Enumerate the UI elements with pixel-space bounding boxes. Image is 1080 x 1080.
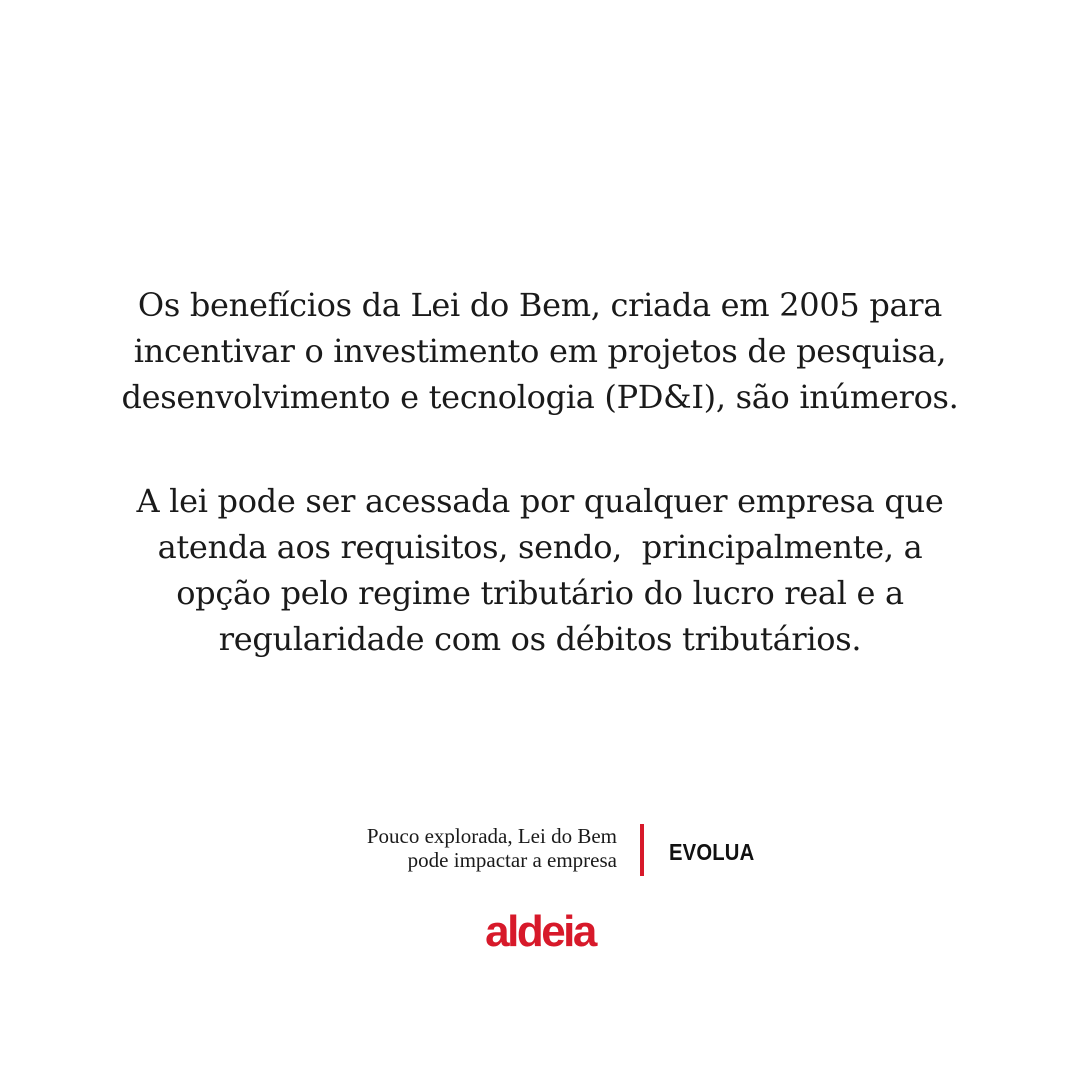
paragraph-line: desenvolvimento e tecnologia (PD&I), são inúmeros.	[121, 378, 959, 416]
aldeia-logo-icon	[478, 906, 602, 952]
paragraph-line: regularidade com os débitos tributários.	[218, 620, 862, 658]
article-caption	[367, 824, 617, 872]
caption-line: Pouco explorada, Lei do Bem	[366, 824, 617, 848]
brand-logo	[0, 906, 1080, 957]
footer-divider	[640, 824, 644, 876]
paragraph-line: Os benefícios da Lei do Bem, criada em 2005 para	[137, 286, 943, 324]
paragraph-line: atenda aos requisitos, sendo, principalmente, a	[157, 528, 923, 566]
paragraph-intro	[60, 282, 1020, 420]
paragraph-requirements	[60, 478, 1020, 662]
paragraph-line: opção pelo regime tributário do lucro real e a	[176, 574, 904, 612]
logo-wordmark: aldeia	[485, 907, 595, 952]
section-label: EVOLUA	[669, 839, 755, 865]
caption-line: pode impactar a empresa	[407, 848, 617, 872]
paragraph-line: A lei pode ser acessada por qualquer empresa que	[136, 482, 944, 520]
paragraph-line: incentivar o investimento em projetos de pesquisa,	[133, 332, 947, 370]
footer	[0, 822, 1080, 882]
